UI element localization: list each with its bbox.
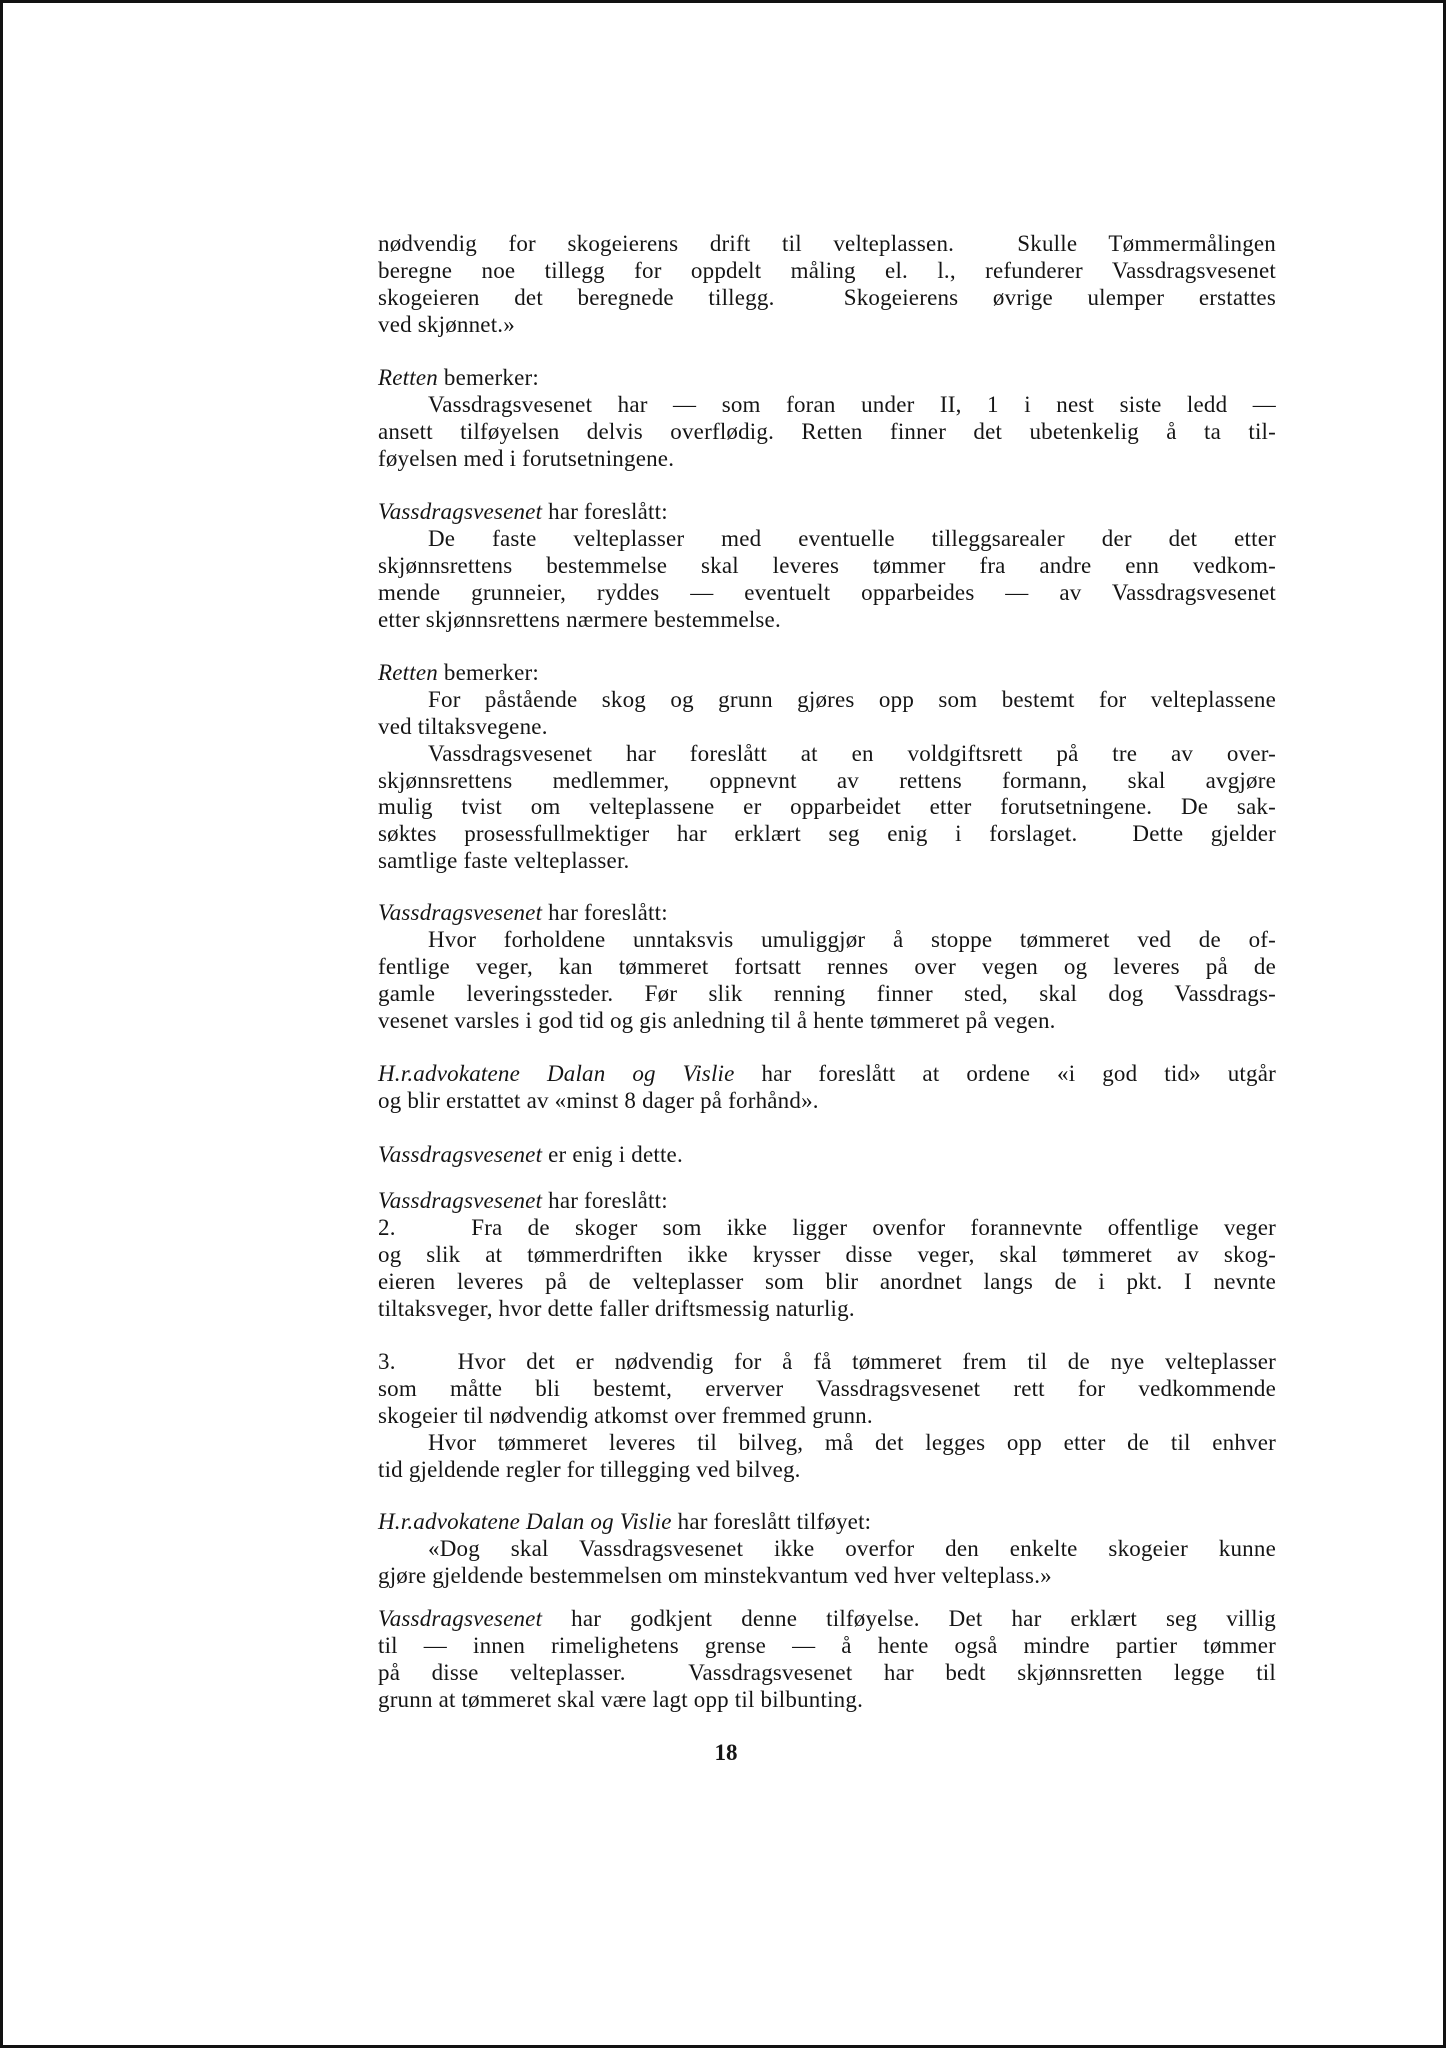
text-line — [378, 1215, 1276, 1242]
text-line — [378, 1687, 1276, 1714]
line-text: eieren leveres på de velteplasser som blir anordnet langs de i pkt. I nevnte — [378, 1268, 1276, 1294]
text-line — [378, 741, 1276, 768]
italic-speaker: H.r.advokatene Dalan og Vislie — [378, 1061, 735, 1086]
text-line — [378, 365, 1276, 392]
line-text: mende grunneier, ryddes — eventuelt opparbeides — av Vassdragsvesenet — [378, 579, 1276, 605]
paragraph-block — [378, 1349, 1276, 1483]
line-text: ansett tilføyelsen delvis overflødig. Retten finner det ubetenkelig å ta til- — [378, 418, 1276, 444]
line-text: på disse velteplasser. Vassdragsvesenet har bedt skjønnsretten legge til — [378, 1659, 1276, 1685]
line-text: Vassdragsvesenet har foreslått at en voldgiftsrett på tre av over- — [428, 740, 1276, 766]
text-line — [378, 1296, 1276, 1323]
line-text: 3. Hvor det er nødvendig for å få tømmeret frem til de nye velteplasser — [378, 1349, 1276, 1374]
line-text: er enig i dette. — [542, 1142, 683, 1167]
line-text: tid gjeldende regler for tillegging ved bilveg. — [378, 1456, 801, 1482]
line-text: skogeier til nødvendig atkomst over fremmed grunn. — [378, 1402, 873, 1428]
paragraph-block — [378, 1606, 1276, 1714]
line-text: bemerker: — [437, 365, 539, 390]
paragraph-block — [378, 365, 1276, 473]
text-line — [378, 231, 1276, 258]
text-line — [378, 1008, 1276, 1035]
paragraph-block — [378, 900, 1276, 1034]
line-text: har foreslått: — [542, 1188, 668, 1213]
line-text: ved skjønnet.» — [378, 311, 515, 337]
text-line — [378, 419, 1276, 446]
text-line — [378, 848, 1276, 875]
line-text: gamle leveringssteder. Før slik renning finner sted, skal dog Vassdrags- — [378, 980, 1276, 1006]
text-line — [378, 1509, 1276, 1536]
line-text: For påstående skog og grunn gjøres opp som bestemt for velteplassene — [428, 686, 1276, 712]
italic-speaker: H.r.advokatene Dalan og Vislie — [378, 1509, 672, 1534]
line-text: har foreslått: — [542, 900, 668, 925]
text-line — [378, 1349, 1276, 1376]
text-line — [378, 660, 1276, 687]
line-text: nødvendig for skogeierens drift til velteplassen. Skulle Tømmermålingen — [378, 231, 1276, 256]
line-text: Vassdragsvesenet har — som foran under II, 1 i nest siste ledd — — [428, 391, 1276, 417]
text-line — [378, 1061, 1276, 1088]
line-text: samtlige faste velteplasser. — [378, 848, 630, 874]
text-line — [378, 1536, 1276, 1563]
text-line — [378, 1403, 1276, 1430]
text-line — [378, 1633, 1276, 1660]
paragraph-block — [378, 1142, 1276, 1169]
text-line — [378, 526, 1276, 553]
page-number: 18 — [714, 1740, 738, 1765]
line-text: Hvor tømmeret leveres til bilveg, må det legges opp etter de til enhver — [428, 1429, 1276, 1455]
text-line — [378, 1088, 1276, 1115]
text-line — [378, 312, 1276, 339]
line-text: skjønnsrettens bestemmelse skal leveres tømmer fra andre enn vedkom- — [378, 552, 1276, 578]
line-text: har godkjent denne tilføyelse. Det har erklært seg villig — [542, 1606, 1276, 1631]
line-text: som måtte bli bestemt, erverver Vassdragsvesenet rett for vedkommende — [378, 1375, 1276, 1401]
text-line — [378, 981, 1276, 1008]
line-text: skogeieren det beregnede tillegg. Skogeierens øvrige ulemper erstattes — [378, 284, 1276, 310]
italic-speaker: Vassdragsvesenet — [378, 1188, 543, 1213]
text-line — [378, 446, 1276, 473]
line-text: til — innen rimelighetens grense — å hente også mindre partier tømmer — [378, 1632, 1276, 1658]
text-line — [378, 687, 1276, 714]
text-line — [378, 392, 1276, 419]
text-line — [378, 927, 1276, 954]
line-text: tiltaksveger, hvor dette faller driftsmessig naturlig. — [378, 1295, 855, 1321]
line-text: 2. Fra de skoger som ikke ligger ovenfor forannevnte offentlige veger — [378, 1214, 1276, 1240]
text-line — [378, 714, 1276, 741]
line-text: har foreslått at ordene «i god tid» utgår — [734, 1061, 1276, 1086]
line-text: mulig tvist om velteplassene er opparbeidet etter forutsetningene. De sak- — [378, 794, 1276, 820]
text-line — [378, 768, 1276, 795]
line-text: ved tiltaksvegene. — [378, 713, 548, 739]
line-text: har foreslått: — [542, 499, 668, 524]
text-line — [378, 1188, 1276, 1215]
text-line — [378, 1269, 1276, 1296]
text-line — [378, 821, 1276, 848]
line-text: beregne noe tillegg for oppdelt måling el. l., refunderer Vassdragsvesenet — [378, 257, 1276, 283]
text-line — [378, 1430, 1276, 1457]
line-text: har foreslått tilføyet: — [671, 1509, 872, 1534]
text-line — [378, 1660, 1276, 1687]
text-line — [378, 1242, 1276, 1269]
text-line — [378, 794, 1276, 821]
line-text: De faste velteplasser med eventuelle tilleggsarealer der det etter — [428, 525, 1276, 551]
line-text: føyelsen med i forutsetningene. — [378, 445, 675, 471]
line-text: skjønnsrettens medlemmer, oppnevnt av rettens formann, skal avgjøre — [378, 767, 1276, 793]
italic-speaker: Vassdragsvesenet — [378, 1142, 543, 1167]
line-text: gjøre gjeldende bestemmelsen om minstekvantum ved hver velteplass.» — [378, 1562, 1052, 1588]
line-text: etter skjønnsrettens nærmere bestemmelse. — [378, 606, 781, 632]
text-line — [378, 954, 1276, 981]
text-line — [378, 499, 1276, 526]
paragraph-block — [378, 1509, 1276, 1590]
line-text: bemerker: — [437, 660, 539, 685]
paragraph-block — [378, 231, 1276, 339]
text-line — [378, 1606, 1276, 1633]
italic-speaker: Vassdragsvesenet — [378, 1606, 543, 1631]
italic-speaker: Retten — [378, 660, 438, 685]
line-text: og slik at tømmerdriften ikke krysser disse veger, skal tømmeret av skog- — [378, 1241, 1276, 1267]
text-line — [378, 1376, 1276, 1403]
line-text: og blir erstattet av «minst 8 dager på forhånd». — [378, 1087, 819, 1113]
italic-speaker: Vassdragsvesenet — [378, 499, 543, 524]
line-text: «Dog skal Vassdragsvesenet ikke overfor den enkelte skogeier kunne — [428, 1535, 1276, 1561]
italic-speaker: Vassdragsvesenet — [378, 900, 543, 925]
line-text: grunn at tømmeret skal være lagt opp til bilbunting. — [378, 1686, 864, 1712]
line-text: søktes prosessfullmektiger har erklært seg enig i forslaget. Dette gjelder — [378, 821, 1276, 847]
italic-speaker: Retten — [378, 365, 438, 390]
text-line — [378, 607, 1276, 634]
text-line — [378, 553, 1276, 580]
paragraph-block — [378, 660, 1276, 875]
paragraph-block — [378, 1061, 1276, 1115]
text-line — [378, 1142, 1276, 1169]
text-line — [378, 1563, 1276, 1590]
text-line — [378, 900, 1276, 927]
paragraph-block — [378, 1188, 1276, 1322]
text-line — [378, 1457, 1276, 1484]
text-line — [378, 285, 1276, 312]
text-line — [378, 258, 1276, 285]
line-text: fentlige veger, kan tømmeret fortsatt rennes over vegen og leveres på de — [378, 953, 1276, 979]
line-text: Hvor forholdene unntaksvis umuliggjør å stoppe tømmeret ved de of- — [428, 926, 1276, 952]
paragraph-block — [378, 499, 1276, 633]
line-text: vesenet varsles i god tid og gis anledning til å hente tømmeret på vegen. — [378, 1007, 1056, 1033]
text-line — [378, 580, 1276, 607]
